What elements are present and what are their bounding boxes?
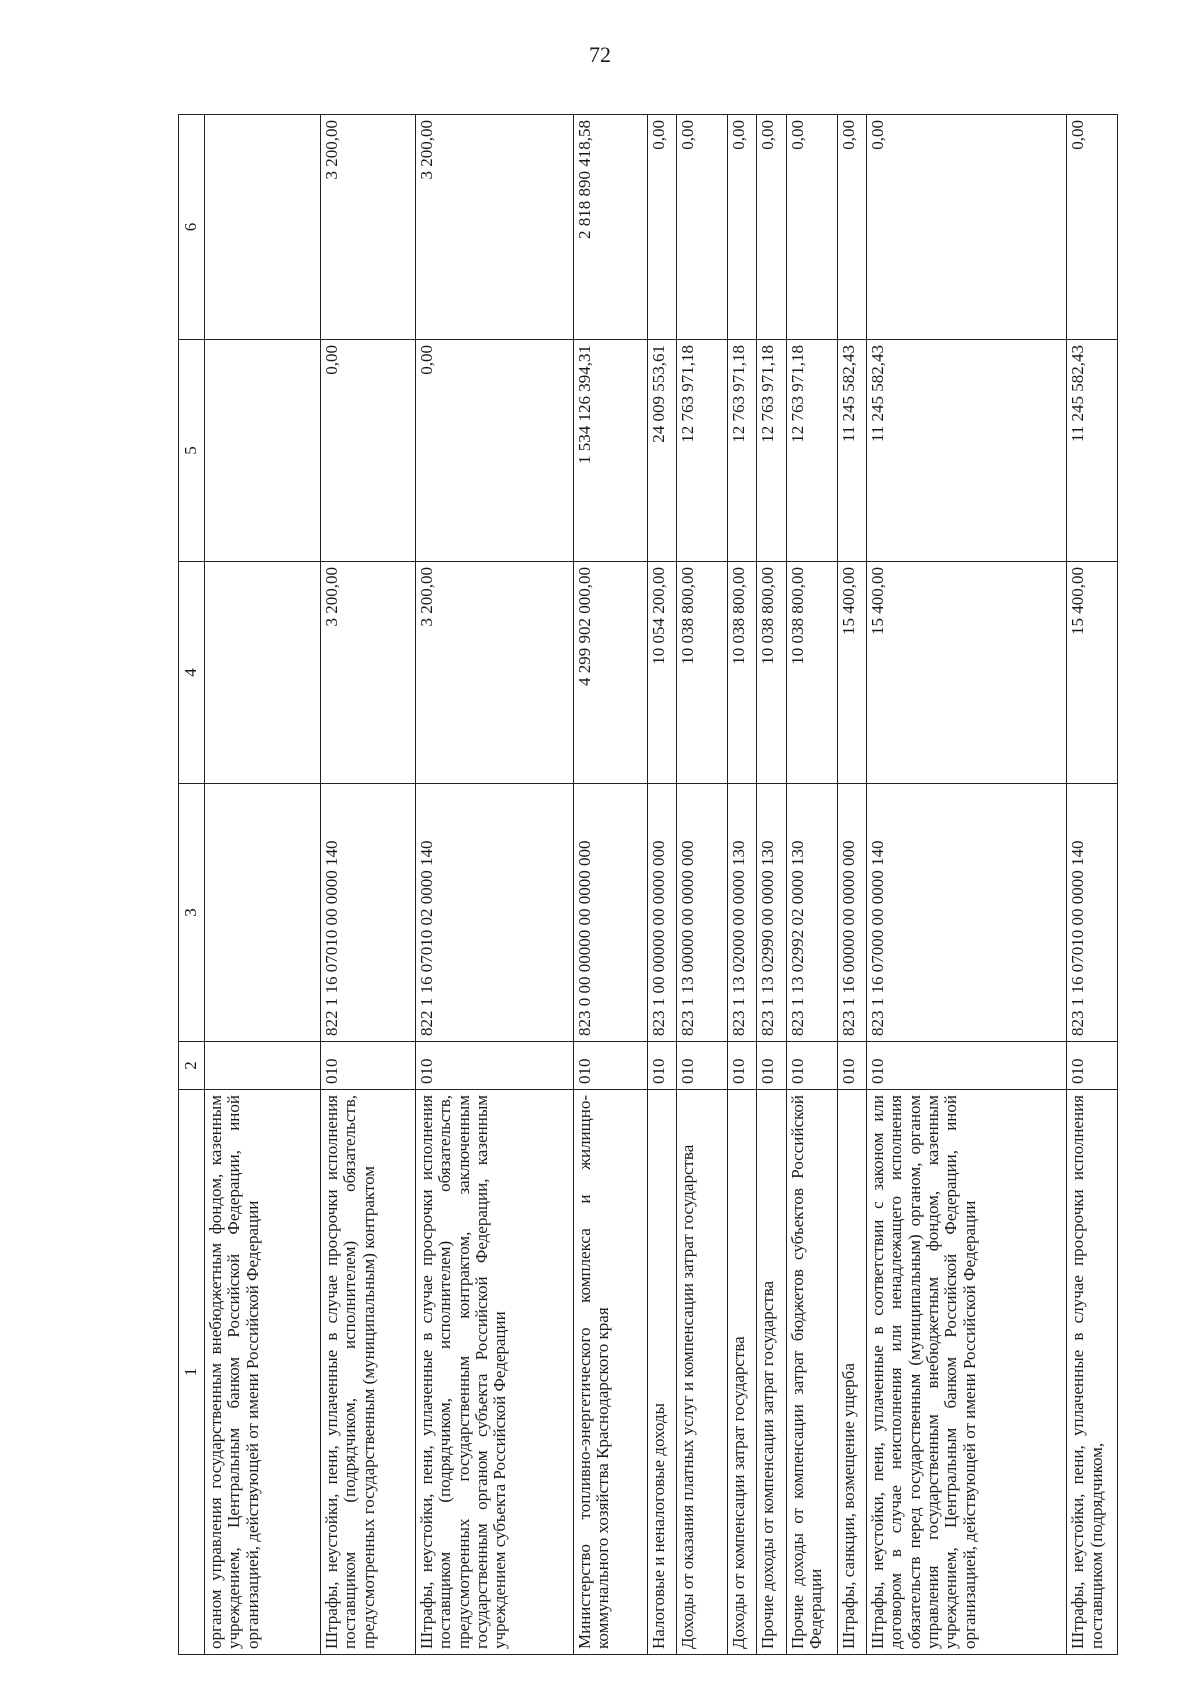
table-row bbox=[727, 115, 757, 1655]
row-value-6: 0,00 bbox=[647, 115, 677, 340]
row-budget-code: 823 1 13 00000 00 0000 000 bbox=[677, 784, 728, 1042]
row-value-6: 3 200,00 bbox=[320, 115, 415, 340]
column-header-4: 4 bbox=[179, 562, 205, 784]
row-line-code: 010 bbox=[837, 1042, 867, 1090]
header-row bbox=[179, 115, 205, 1655]
row-name: Доходы от компенсации затрат государства bbox=[727, 1090, 757, 1655]
row-line-code: 010 bbox=[415, 1042, 573, 1090]
row-line-code: 010 bbox=[320, 1042, 415, 1090]
row-budget-code: 823 0 00 00000 00 0000 000 bbox=[573, 784, 647, 1042]
row-value-6: 2 818 890 418,58 bbox=[573, 115, 647, 340]
row-line-code: 010 bbox=[757, 1042, 787, 1090]
table-row bbox=[415, 115, 573, 1655]
row-budget-code: 823 1 16 00000 00 0000 000 bbox=[837, 784, 867, 1042]
rotated-table-wrapper bbox=[178, 115, 1118, 1655]
row-line-code: 010 bbox=[647, 1042, 677, 1090]
row-name: Министерство топливно-энергетического комплекса и жилищно-коммунального хозяйства Краснодарского края bbox=[573, 1090, 647, 1655]
table-row bbox=[1067, 115, 1118, 1655]
row-name: Штрафы, неустойки, пени, уплаченные в случае просрочки исполнения поставщиком (подрядчиком, исполнителем) обязательств, предусмотренных государственным (муниципальным) контрактом bbox=[320, 1090, 415, 1655]
table-row bbox=[647, 115, 677, 1655]
table-row bbox=[837, 115, 867, 1655]
row-name: Доходы от оказания платных услуг и компенсации затрат государства bbox=[677, 1090, 728, 1655]
row-value-5 bbox=[205, 340, 321, 562]
row-budget-code: 823 1 13 02000 00 0000 130 bbox=[727, 784, 757, 1042]
table-row bbox=[573, 115, 647, 1655]
row-value-4: 10 038 800,00 bbox=[677, 562, 728, 784]
row-line-code bbox=[205, 1042, 321, 1090]
column-header-2: 2 bbox=[179, 1042, 205, 1090]
table-row bbox=[867, 115, 1067, 1655]
row-line-code: 010 bbox=[1067, 1042, 1118, 1090]
row-value-4: 10 038 800,00 bbox=[727, 562, 757, 784]
page-number: 72 bbox=[589, 42, 611, 67]
column-header-6: 6 bbox=[179, 115, 205, 340]
revenue-table bbox=[178, 114, 1118, 1655]
column-header-3: 3 bbox=[179, 784, 205, 1042]
row-value-5: 12 763 971,18 bbox=[757, 340, 787, 562]
row-value-5: 12 763 971,18 bbox=[727, 340, 757, 562]
table-row bbox=[757, 115, 787, 1655]
row-line-code: 010 bbox=[867, 1042, 1067, 1090]
row-value-4 bbox=[205, 562, 321, 784]
row-value-5: 11 245 582,43 bbox=[1067, 340, 1118, 562]
row-value-4: 10 038 800,00 bbox=[757, 562, 787, 784]
row-budget-code: 823 1 13 02990 00 0000 130 bbox=[757, 784, 787, 1042]
row-value-6: 0,00 bbox=[786, 115, 837, 340]
row-value-4: 15 400,00 bbox=[837, 562, 867, 784]
row-value-4: 15 400,00 bbox=[1067, 562, 1118, 784]
row-name: Штрафы, неустойки, пени, уплаченные в случае просрочки исполнения поставщиком (подрядчиком, исполнителем) обязательств, предусмотренных государственным контрактом, заключенным государственным органом субъекта Российской Федерации, казенным учреждением субъекта Российской Федерации bbox=[415, 1090, 573, 1655]
row-name: Штрафы, неустойки, пени, уплаченные в соответствии с законом или договором в случае неисполнения или ненадлежащего исполнения обязательств перед государственным (муниципальным) органом, органом управления государственным внебюджетным фондом, казенным учреждением, Центральным банком Российской Федерации, иной организацией, действующей от имени Российской Федерации bbox=[867, 1090, 1067, 1655]
row-name: Налоговые и неналоговые доходы bbox=[647, 1090, 677, 1655]
row-value-4: 15 400,00 bbox=[867, 562, 1067, 784]
row-value-4: 3 200,00 bbox=[415, 562, 573, 784]
row-value-6: 0,00 bbox=[1067, 115, 1118, 340]
row-budget-code bbox=[205, 784, 321, 1042]
row-line-code: 010 bbox=[677, 1042, 728, 1090]
table-row bbox=[320, 115, 415, 1655]
row-budget-code: 822 1 16 07010 02 0000 140 bbox=[415, 784, 573, 1042]
column-header-1: 1 bbox=[179, 1090, 205, 1655]
row-budget-code: 823 1 16 07010 00 0000 140 bbox=[1067, 784, 1118, 1042]
column-header-5: 5 bbox=[179, 340, 205, 562]
row-value-6: 0,00 bbox=[727, 115, 757, 340]
row-budget-code: 823 1 13 02992 02 0000 130 bbox=[786, 784, 837, 1042]
row-line-code: 010 bbox=[786, 1042, 837, 1090]
row-budget-code: 822 1 16 07010 00 0000 140 bbox=[320, 784, 415, 1042]
row-value-5: 1 534 126 394,31 bbox=[573, 340, 647, 562]
row-value-6: 0,00 bbox=[677, 115, 728, 340]
row-value-6: 0,00 bbox=[757, 115, 787, 340]
row-value-6: 0,00 bbox=[867, 115, 1067, 340]
row-value-4: 10 054 200,00 bbox=[647, 562, 677, 784]
row-value-6: 3 200,00 bbox=[415, 115, 573, 340]
row-line-code: 010 bbox=[573, 1042, 647, 1090]
row-value-5: 24 009 553,61 bbox=[647, 340, 677, 562]
row-budget-code: 823 1 00 00000 00 0000 000 bbox=[647, 784, 677, 1042]
row-value-5: 0,00 bbox=[415, 340, 573, 562]
row-name: Штрафы, неустойки, пени, уплаченные в случае просрочки исполнения поставщиком (подрядчиком, bbox=[1067, 1090, 1118, 1655]
row-value-4: 3 200,00 bbox=[320, 562, 415, 784]
row-line-code: 010 bbox=[727, 1042, 757, 1090]
row-name: Прочие доходы от компенсации затрат государства bbox=[757, 1090, 787, 1655]
row-value-4: 10 038 800,00 bbox=[786, 562, 837, 784]
row-value-6: 0,00 bbox=[837, 115, 867, 340]
row-value-6 bbox=[205, 115, 321, 340]
row-name: Прочие доходы от компенсации затрат бюджетов субъектов Российской Федерации bbox=[786, 1090, 837, 1655]
table-row bbox=[786, 115, 837, 1655]
table-row bbox=[205, 115, 321, 1655]
row-value-5: 11 245 582,43 bbox=[837, 340, 867, 562]
row-value-5: 12 763 971,18 bbox=[677, 340, 728, 562]
row-name: Штрафы, санкции, возмещение ущерба bbox=[837, 1090, 867, 1655]
row-value-4: 4 299 902 000,00 bbox=[573, 562, 647, 784]
table-row bbox=[677, 115, 728, 1655]
row-budget-code: 823 1 16 07000 00 0000 140 bbox=[867, 784, 1067, 1042]
row-name: органом управления государственным внебюджетным фондом, казенным учреждением, Центральным банком Российской Федерации, иной организацией, действующей от имени Российской Федерации bbox=[205, 1090, 321, 1655]
row-value-5: 11 245 582,43 bbox=[867, 340, 1067, 562]
row-value-5: 12 763 971,18 bbox=[786, 340, 837, 562]
row-value-5: 0,00 bbox=[320, 340, 415, 562]
